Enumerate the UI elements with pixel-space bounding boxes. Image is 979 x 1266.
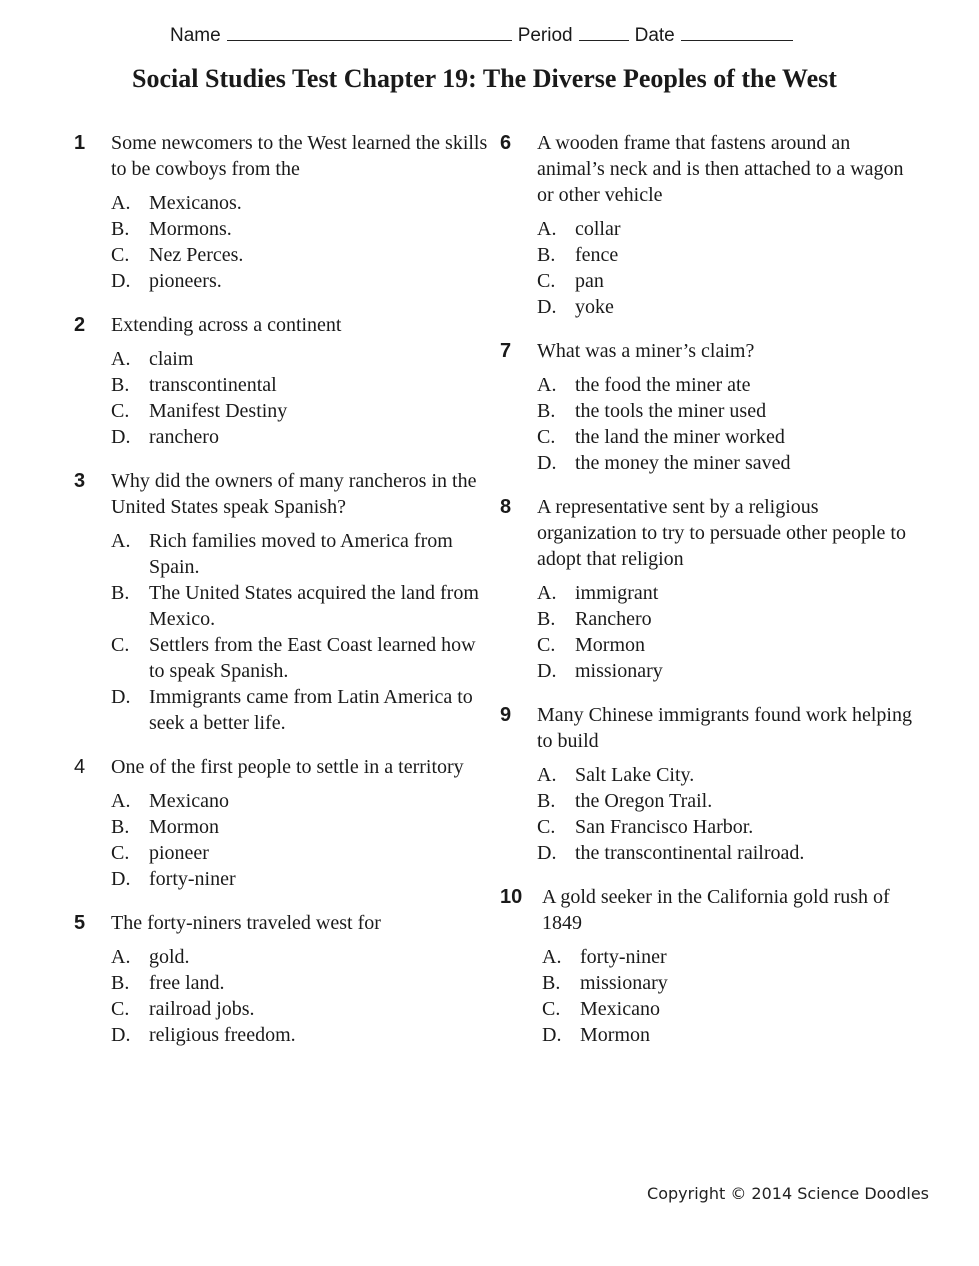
question-number: 1 (74, 132, 86, 154)
option-letter: A. (537, 218, 557, 240)
question-7 (500, 338, 920, 476)
answer-option[interactable] (111, 580, 494, 632)
answer-option[interactable] (537, 216, 920, 242)
answer-option[interactable] (111, 424, 494, 450)
option-letter: C. (111, 244, 130, 266)
answer-options (111, 788, 494, 892)
answer-option[interactable] (537, 424, 920, 450)
option-letter: B. (537, 790, 556, 812)
option-letter: B. (537, 244, 556, 266)
option-text: Mormon (149, 816, 219, 838)
answer-option[interactable] (537, 450, 920, 476)
answer-option[interactable] (542, 944, 920, 970)
option-letter: D. (111, 426, 131, 448)
option-letter: C. (111, 842, 130, 864)
answer-option[interactable] (537, 632, 920, 658)
answer-option[interactable] (111, 216, 494, 242)
option-text: missionary (580, 972, 668, 994)
date-blank[interactable] (681, 22, 793, 41)
answer-option[interactable] (111, 346, 494, 372)
answer-option[interactable] (537, 242, 920, 268)
option-text: Mormons. (149, 218, 232, 240)
answer-options (111, 944, 494, 1048)
question-3 (74, 468, 494, 736)
name-blank[interactable] (227, 22, 512, 41)
option-text: religious freedom. (149, 1024, 296, 1046)
answer-options (111, 346, 494, 450)
option-text: missionary (575, 660, 663, 682)
option-letter: A. (111, 790, 131, 812)
answer-option[interactable] (111, 632, 494, 684)
answer-options (537, 216, 920, 320)
option-letter: D. (537, 296, 557, 318)
answer-option[interactable] (542, 970, 920, 996)
question-5 (74, 910, 494, 1048)
option-text: collar (575, 218, 621, 240)
question-text: A wooden frame that fastens around an animal’s neck and is then attached to a wagon or other vehicle (537, 132, 904, 206)
answer-option[interactable] (111, 268, 494, 294)
answer-option[interactable] (111, 398, 494, 424)
option-letter: B. (111, 218, 130, 240)
option-letter: D. (111, 686, 131, 708)
answer-option[interactable] (111, 372, 494, 398)
answer-option[interactable] (111, 840, 494, 866)
question-text: A representative sent by a religious organization to try to persuade other people to adopt that religion (537, 496, 906, 570)
question-9 (500, 702, 920, 866)
answer-option[interactable] (111, 996, 494, 1022)
option-text: Salt Lake City. (575, 764, 695, 786)
question-text: Many Chinese immigrants found work helping to build (537, 704, 912, 752)
answer-option[interactable] (111, 1022, 494, 1048)
page-title: Social Studies Test Chapter 19: The Diverse Peoples of the West (132, 64, 837, 93)
option-text: Mormon (575, 634, 645, 656)
question-number: 10 (500, 886, 523, 908)
name-label: Name (170, 25, 221, 46)
answer-option[interactable] (111, 814, 494, 840)
question-6 (500, 130, 920, 320)
answer-options (111, 190, 494, 294)
answer-option[interactable] (111, 970, 494, 996)
option-text: Nez Perces. (149, 244, 244, 266)
option-text: gold. (149, 946, 190, 968)
answer-option[interactable] (542, 996, 920, 1022)
option-text: free land. (149, 972, 225, 994)
answer-option[interactable] (111, 944, 494, 970)
answer-option[interactable] (537, 580, 920, 606)
option-text: the tools the miner used (575, 400, 767, 422)
option-text: the land the miner worked (575, 426, 785, 448)
option-text: Settlers from the East Coast learned how to speak Spanish. (149, 634, 476, 682)
option-letter: B. (111, 816, 130, 838)
answer-option[interactable] (111, 242, 494, 268)
option-letter: A. (111, 348, 131, 370)
answer-options (537, 580, 920, 684)
option-text: fence (575, 244, 619, 266)
question-number: 8 (500, 496, 512, 518)
question-number: 7 (500, 340, 512, 362)
option-text: forty-niner (149, 868, 236, 890)
option-letter: A. (537, 764, 557, 786)
option-text: railroad jobs. (149, 998, 255, 1020)
question-8 (500, 494, 920, 684)
answer-option[interactable] (537, 788, 920, 814)
option-text: pan (575, 270, 604, 292)
question-number: 3 (74, 470, 86, 492)
question-text: What was a miner’s claim? (537, 340, 755, 362)
answer-options (537, 372, 920, 476)
question-number: 9 (500, 704, 512, 726)
option-text: Ranchero (575, 608, 652, 630)
option-letter: B. (537, 400, 556, 422)
option-letter: D. (537, 660, 557, 682)
answer-option[interactable] (537, 762, 920, 788)
option-letter: D. (111, 270, 131, 292)
option-text: Mexicano (149, 790, 229, 812)
option-text: The United States acquired the land from Mexico. (149, 582, 479, 630)
option-text: Rich families moved to America from Spain. (149, 530, 453, 578)
answer-option[interactable] (537, 606, 920, 632)
option-text: pioneers. (149, 270, 222, 292)
option-text: the money the miner saved (575, 452, 791, 474)
option-letter: A. (111, 946, 131, 968)
option-text: the food the miner ate (575, 374, 751, 396)
question-10 (500, 884, 920, 1048)
answer-option[interactable] (537, 294, 920, 320)
option-letter: C. (111, 634, 130, 656)
option-letter: A. (537, 374, 557, 396)
answer-option[interactable] (111, 788, 494, 814)
option-letter: B. (537, 608, 556, 630)
question-2 (74, 312, 494, 450)
question-4 (74, 754, 494, 892)
option-text: transcontinental (149, 374, 277, 396)
answer-option[interactable] (111, 190, 494, 216)
answer-option[interactable] (537, 398, 920, 424)
option-letter: B. (111, 972, 130, 994)
option-letter: A. (111, 192, 131, 214)
option-letter: A. (537, 582, 557, 604)
answer-options (542, 944, 920, 1048)
option-text: the transcontinental railroad. (575, 842, 805, 864)
answer-options (111, 528, 494, 736)
question-text: A gold seeker in the California gold rush of 1849 (542, 886, 890, 934)
answer-option[interactable] (537, 372, 920, 398)
answer-options (537, 762, 920, 866)
question-number: 4 (74, 756, 86, 778)
option-letter: C. (542, 998, 561, 1020)
question-number: 2 (74, 314, 86, 336)
option-letter: D. (542, 1024, 562, 1046)
question-1 (74, 130, 494, 294)
option-letter: C. (537, 270, 556, 292)
option-text: Mexicanos. (149, 192, 242, 214)
option-text: Manifest Destiny (149, 400, 288, 422)
answer-option[interactable] (111, 866, 494, 892)
copyright-notice: Copyright © 2014 Science Doodles (647, 1184, 929, 1203)
question-text: Extending across a continent (111, 314, 342, 336)
option-letter: A. (542, 946, 562, 968)
option-letter: C. (537, 816, 556, 838)
answer-option[interactable] (537, 268, 920, 294)
answer-option[interactable] (111, 528, 494, 580)
left-column (74, 130, 494, 1048)
question-number: 6 (500, 132, 512, 154)
answer-option[interactable] (111, 684, 494, 736)
question-text: One of the first people to settle in a territory (111, 756, 464, 778)
option-letter: A. (111, 530, 131, 552)
option-letter: C. (537, 634, 556, 656)
option-text: pioneer (149, 842, 209, 864)
option-text: yoke (575, 296, 614, 318)
answer-option[interactable] (537, 658, 920, 684)
date-label: Date (634, 25, 675, 46)
question-number: 5 (74, 912, 86, 934)
answer-option[interactable] (537, 814, 920, 840)
option-letter: D. (537, 452, 557, 474)
option-text: forty-niner (580, 946, 667, 968)
period-label: Period (517, 25, 573, 46)
option-text: ranchero (149, 426, 219, 448)
option-letter: D. (537, 842, 557, 864)
option-text: Mexicano (580, 998, 660, 1020)
option-text: claim (149, 348, 194, 370)
period-blank[interactable] (579, 22, 629, 41)
option-letter: C. (111, 998, 130, 1020)
option-letter: B. (111, 582, 130, 604)
question-text: The forty-niners traveled west for (111, 912, 381, 934)
answer-option[interactable] (542, 1022, 920, 1048)
option-text: Immigrants came from Latin America to seek a better life. (149, 686, 473, 734)
question-text: Some newcomers to the West learned the skills to be cowboys from the (111, 132, 488, 180)
option-letter: B. (111, 374, 130, 396)
option-letter: C. (111, 400, 130, 422)
student-info-line (170, 22, 799, 47)
answer-option[interactable] (537, 840, 920, 866)
right-column (500, 130, 920, 1048)
option-text: the Oregon Trail. (575, 790, 713, 812)
option-text: Mormon (580, 1024, 650, 1046)
option-letter: B. (542, 972, 561, 994)
question-text: Why did the owners of many rancheros in the United States speak Spanish? (111, 470, 477, 518)
option-letter: C. (537, 426, 556, 448)
option-letter: D. (111, 868, 131, 890)
option-text: San Francisco Harbor. (575, 816, 754, 838)
option-text: immigrant (575, 582, 659, 604)
option-letter: D. (111, 1024, 131, 1046)
